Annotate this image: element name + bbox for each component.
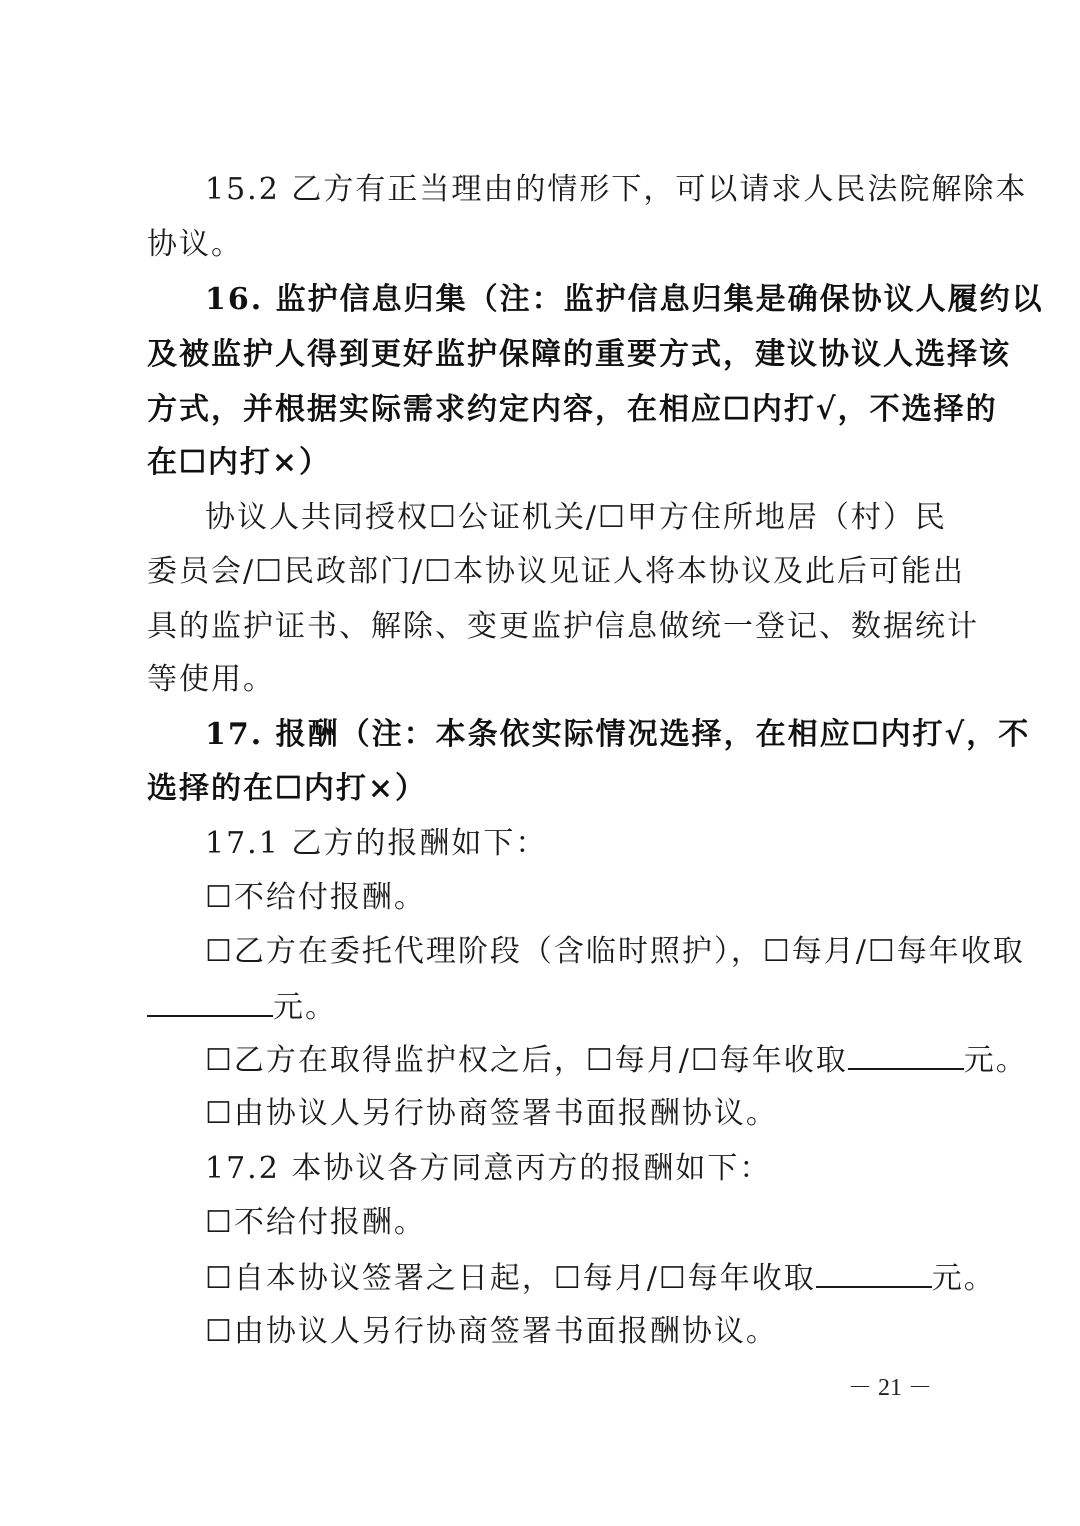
clause-17-2-heading: 17.2 本协议各方同意丙方的报酬如下： [205, 1151, 772, 1186]
currency-unit: 元。 [931, 1261, 996, 1296]
clause-17-heading-line-1: 17. 报酬（注：本条依实际情况选择，在相应☐内打√，不 [205, 717, 1031, 752]
amount-blank [147, 987, 273, 1017]
amount-blank [848, 1040, 964, 1070]
clause-15-2-line-2: 协议。 [147, 227, 243, 262]
clause-17-1-option-agency-stage-cont [147, 987, 937, 1027]
clause-17-1-heading: 17.1 乙方的报酬如下： [205, 826, 548, 861]
clause-17-1-option-separate-agreement: ☐由协议人另行协商签署书面报酬协议。 [205, 1096, 778, 1131]
clause-16-heading-line-4: 在☐内打×） [147, 445, 332, 480]
clause-15-2-line-1: 15.2 乙方有正当理由的情形下，可以请求人民法院解除本 [205, 172, 1028, 207]
clause-16-heading-line-3: 方式，并根据实际需求约定内容，在相应☐内打√，不选择的 [147, 392, 998, 427]
clause-16-body-line-3: 具的监护证书、解除、变更监护信息做统一登记、数据统计 [147, 609, 979, 644]
currency-unit: 元。 [963, 1043, 1028, 1078]
clause-17-1-option-agency-stage: ☐乙方在委托代理阶段（含临时照护），☐每月/☐每年收取 [205, 934, 1025, 969]
currency-unit: 元。 [273, 990, 337, 1025]
clause-16-body-line-1: 协议人共同授权☐公证机关/☐甲方住所地居（村）民 [205, 500, 947, 535]
amount-blank [816, 1258, 932, 1288]
clause-16-body-line-2: 委员会/☐民政部门/☐本协议见证人将本协议及此后可能出 [147, 554, 966, 589]
clause-16-heading-line-2: 及被监护人得到更好监护保障的重要方式，建议协议人选择该 [147, 337, 1011, 372]
clause-17-1-option-no-payment: ☐不给付报酬。 [205, 880, 426, 915]
clause-16-body-line-4: 等使用。 [147, 662, 275, 697]
page-number: － 21 － [848, 1375, 932, 1401]
clause-17-2-option-no-payment: ☐不给付报酬。 [205, 1205, 426, 1240]
clause-17-2-option-from-signing [205, 1258, 996, 1298]
clause-17-heading-line-2: 选择的在☐内打×） [147, 771, 428, 806]
clause-17-1-option-after-guardianship [205, 1040, 1028, 1080]
clause-16-heading-line-1: 16. 监护信息归集（注：监护信息归集是确保协议人履约以 [205, 282, 1044, 317]
clause-17-2-option-separate-agreement: ☐由协议人另行协商签署书面报酬协议。 [205, 1314, 778, 1349]
option-text: ☐自本协议签署之日起，☐每月/☐每年收取 [205, 1261, 816, 1296]
option-text: ☐乙方在取得监护权之后，☐每月/☐每年收取 [205, 1043, 848, 1078]
